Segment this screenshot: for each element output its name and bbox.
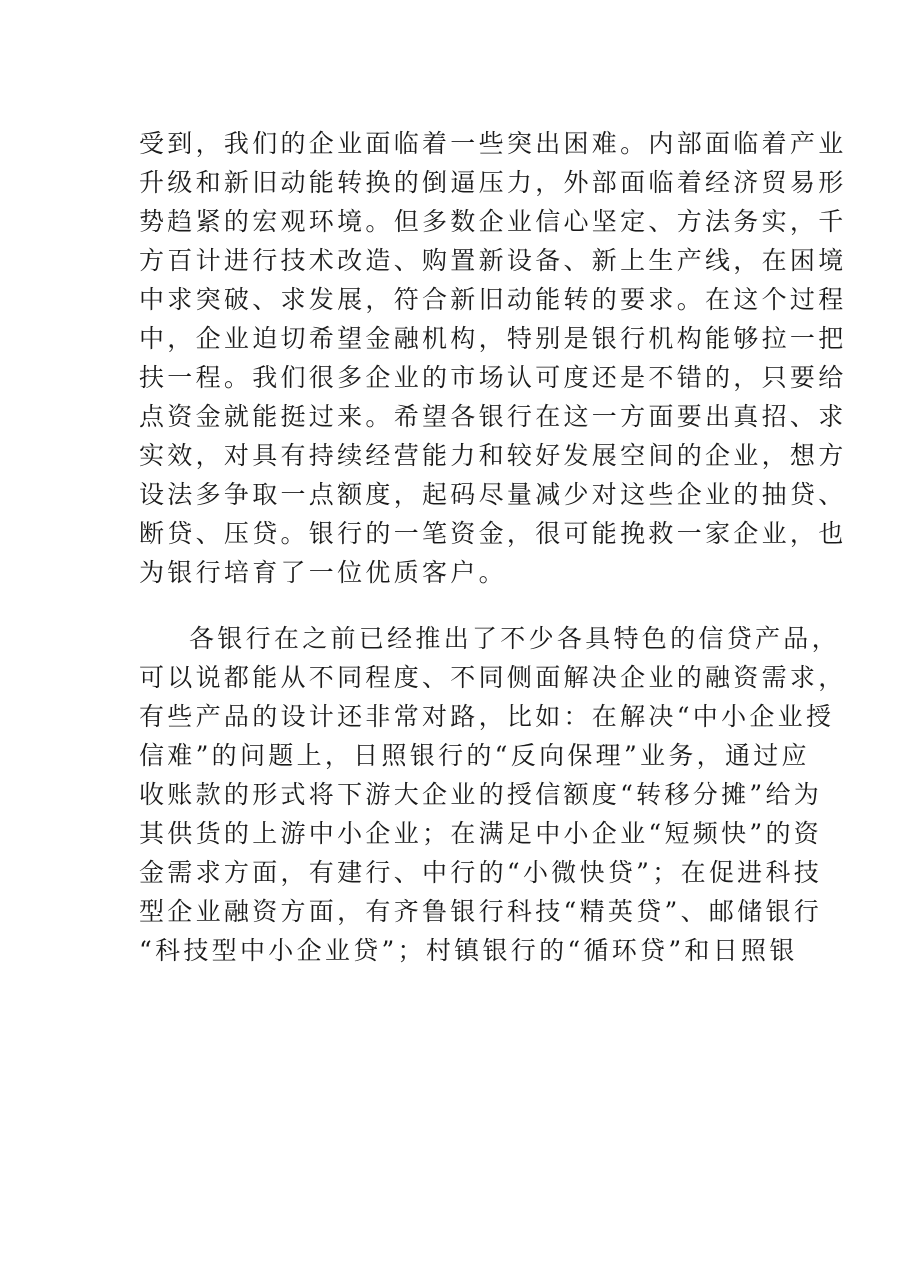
text-line: 中，企业迫切希望金融机构，特别是银行机构能够拉一把 [139, 324, 847, 353]
document-body [139, 124, 847, 970]
text-line: 为银行培育了一位优质客户。 [139, 558, 507, 587]
text-line: 有些产品的设计还非常对路，比如：在解决“中小企业授 [139, 702, 835, 731]
text-line: 断贷、压贷。银行的一笔资金，很可能挽救一家企业，也 [139, 519, 847, 548]
text-line: 实效，对具有持续经营能力和较好发展空间的企业，想方 [139, 441, 847, 470]
text-line: 扶一程。我们很多企业的市场认可度还是不错的，只要给 [139, 363, 847, 392]
text-line: 可以说都能从不同程度、不同侧面解决企业的融资需求， [139, 663, 847, 692]
text-line: 中求突破、求发展，符合新旧动能转的要求。在这个过程 [139, 285, 847, 314]
text-line: 方百计进行技术改造、购置新设备、新上生产线，在困境 [139, 246, 847, 275]
text-line: 点资金就能挺过来。希望各银行在这一方面要出真招、求 [139, 402, 847, 431]
text-line: 金需求方面，有建行、中行的“小微快贷”；在促进科技 [139, 858, 823, 887]
paragraph-1 [139, 124, 847, 592]
text-line: 设法多争取一点额度，起码尽量减少对这些企业的抽贷、 [139, 480, 847, 509]
text-line: 其供货的上游中小企业；在满足中小企业“短频快”的资 [139, 819, 823, 848]
text-line: 受到，我们的企业面临着一些突出困难。内部面临着产业 [139, 129, 847, 158]
text-line: 各银行在之前已经推出了不少各具特色的信贷产品， [189, 624, 840, 653]
text-line: 收账款的形式将下游大企业的授信额度“转移分摊”给为 [139, 780, 823, 809]
text-line: 信难”的问题上，日照银行的“反向保理”业务，通过应 [139, 741, 810, 770]
paragraph-2 [139, 619, 847, 970]
text-line: 势趋紧的宏观环境。但多数企业信心坚定、方法务实，千 [139, 207, 847, 236]
text-line: 型企业融资方面，有齐鲁银行科技“精英贷”、邮储银行 [139, 897, 823, 926]
paragraph-spacer [139, 592, 771, 619]
text-line: “科技型中小企业贷”；村镇银行的“循环贷”和日照银 [139, 936, 798, 965]
text-line: 升级和新旧动能转换的倒逼压力，外部面临着经济贸易形 [139, 168, 847, 197]
